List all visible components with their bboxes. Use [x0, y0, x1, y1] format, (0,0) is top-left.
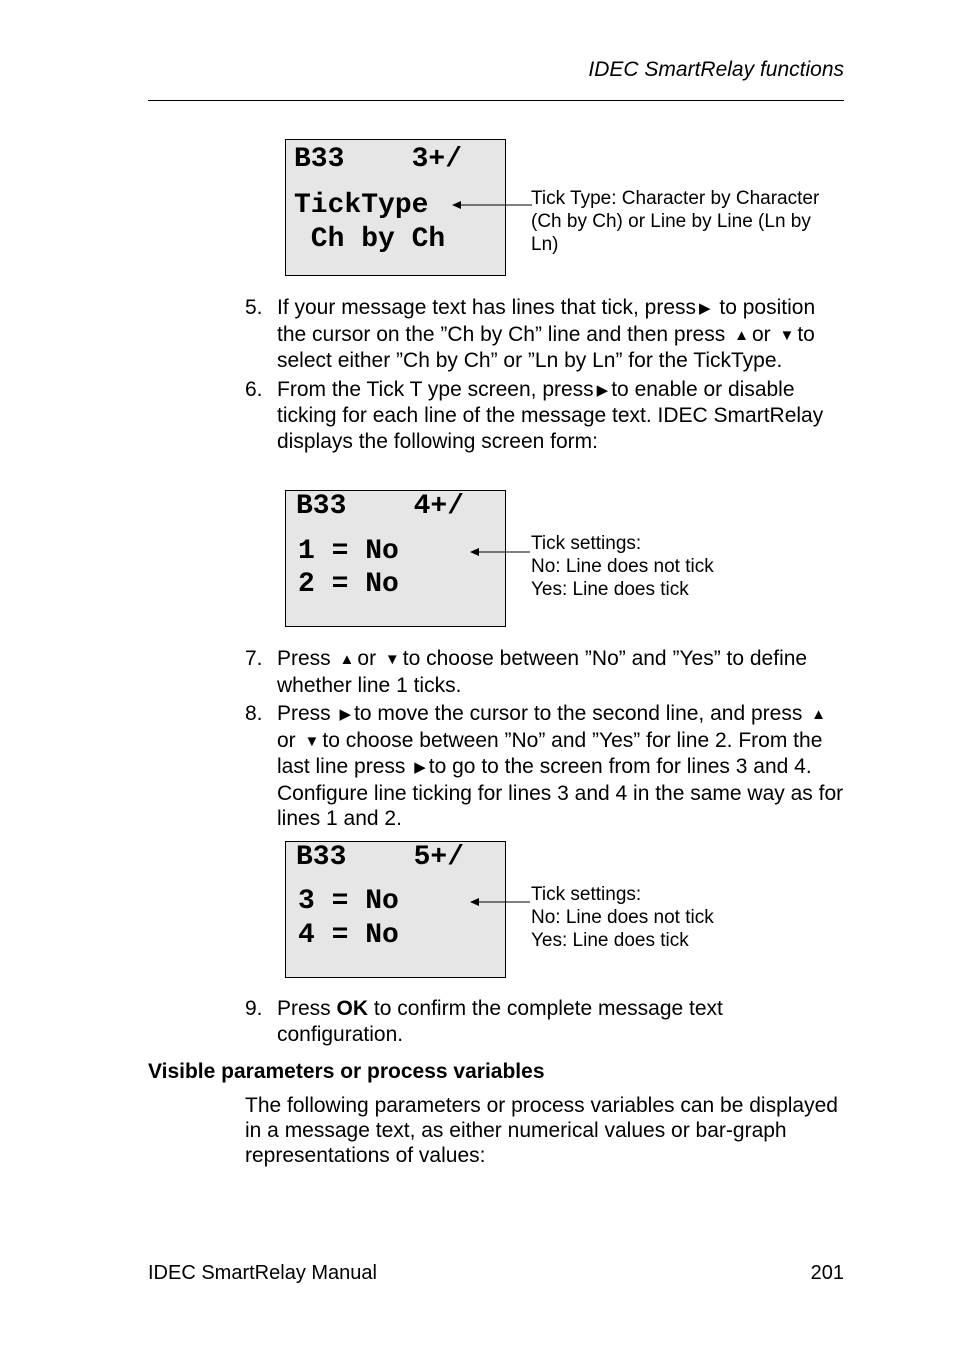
lcd-line-1: B33 5+/ [296, 842, 465, 873]
down-arrow-icon: ▼ [779, 326, 795, 344]
steps-7-8 [245, 646, 845, 832]
step-text: to choose between ”No” and ”Yes” to define whether line 1 ticks. [277, 647, 808, 697]
lcd-line-2: TickType [294, 190, 429, 221]
lcd-line-1: B33 4+/ [296, 491, 465, 522]
header-rule [148, 100, 844, 101]
step-text: Press [277, 647, 331, 670]
callout-line: Tick settings: [531, 533, 642, 554]
lcd-screen-tick-settings-2 [285, 841, 506, 978]
step-text: or [357, 647, 377, 670]
up-arrow-icon: ▲ [339, 651, 355, 668]
callout-line: Tick settings: [531, 884, 642, 905]
step-text: to confirm the complete message text configuration. [277, 997, 723, 1046]
up-arrow-icon: ▲ [734, 326, 749, 344]
lcd-line-3: 4 = No [298, 920, 399, 951]
callout-line: No: Line does not tick [531, 907, 714, 928]
right-arrow-icon: ▶ [414, 759, 426, 776]
step-6 [245, 377, 845, 455]
callout-arrow-icon [450, 198, 532, 212]
callout-ticktype [531, 187, 851, 256]
callout-tick-settings-1 [531, 532, 851, 601]
step-text: to position the cursor on the ”Ch by Ch” line and then press [277, 296, 816, 346]
step-text: From the Tick T ype screen, press [277, 377, 594, 401]
step-text: Press [277, 702, 331, 725]
step-number: 6. [245, 377, 263, 401]
step-text: If your message text has lines that tick, press [277, 296, 697, 319]
steps-5-6 [245, 295, 845, 454]
callout-tick-settings-2 [531, 883, 851, 952]
step-7 [245, 646, 845, 698]
step-9 [245, 996, 845, 1047]
callout-line: (Ch by Ch) or Line by Line (Ln by [531, 211, 811, 232]
right-arrow-icon: ▶ [339, 706, 352, 723]
step-text: to select either ”Ch by Ch” or ”Ln by Ln” for the TickType. [277, 322, 815, 372]
step-number: 7. [245, 647, 263, 670]
page-number: 201 [810, 1262, 844, 1284]
lcd-line-3: 2 = No [298, 569, 399, 600]
callout-line: Ln) [531, 234, 559, 255]
step-text: to go to the screen from for lines 3 and 4. Configure line ticking for lines 3 and 4 in the same way as for lines 1 and 2. [277, 755, 844, 830]
callout-line: Yes: Line does tick [531, 930, 689, 951]
callout-arrow-icon [468, 895, 530, 909]
step-5 [245, 295, 845, 374]
lcd-line-1: B33 3+/ [294, 144, 463, 175]
ok-key-label: OK [336, 997, 369, 1020]
running-header: IDEC SmartRelay functions [588, 58, 844, 81]
right-arrow-icon: ▶ [699, 300, 711, 317]
steps-9 [245, 996, 845, 1047]
section-heading: Visible parameters or process variables [148, 1060, 545, 1083]
footer-manual-title: IDEC SmartRelay Manual [148, 1262, 377, 1284]
body-paragraph: The following parameters or process variables can be displayed in a message text, as either numerical values or bar-graph representations of values: [245, 1094, 838, 1167]
step-number: 9. [245, 997, 263, 1020]
step-text: or [751, 322, 771, 346]
lcd-line-3: Ch by Ch [294, 224, 446, 255]
up-arrow-icon: ▲ [811, 706, 827, 723]
step-8 [245, 701, 845, 832]
step-text: to choose between ”No” and ”Yes” for line 2. From the last line press [277, 728, 823, 778]
callout-arrow-icon [468, 545, 530, 559]
callout-line: No: Line does not tick [531, 556, 714, 577]
lcd-line-2: 1 = No [298, 536, 399, 567]
lcd-line-2: 3 = No [298, 886, 399, 917]
step-number: 5. [245, 296, 263, 319]
callout-line: Tick Type: Character by Character [531, 188, 820, 209]
step-number: 8. [245, 702, 263, 725]
step-text: or [277, 728, 296, 752]
step-text: to enable or disable ticking for each line of the message text. IDEC SmartRelay displays the following screen form: [277, 377, 824, 453]
step-text: to move the cursor to the second line, and press [354, 702, 803, 725]
step-text: Press [277, 997, 331, 1020]
right-arrow-icon: ▶ [596, 381, 609, 399]
down-arrow-icon: ▼ [304, 732, 320, 750]
down-arrow-icon: ▼ [384, 651, 400, 668]
callout-line: Yes: Line does tick [531, 579, 689, 600]
